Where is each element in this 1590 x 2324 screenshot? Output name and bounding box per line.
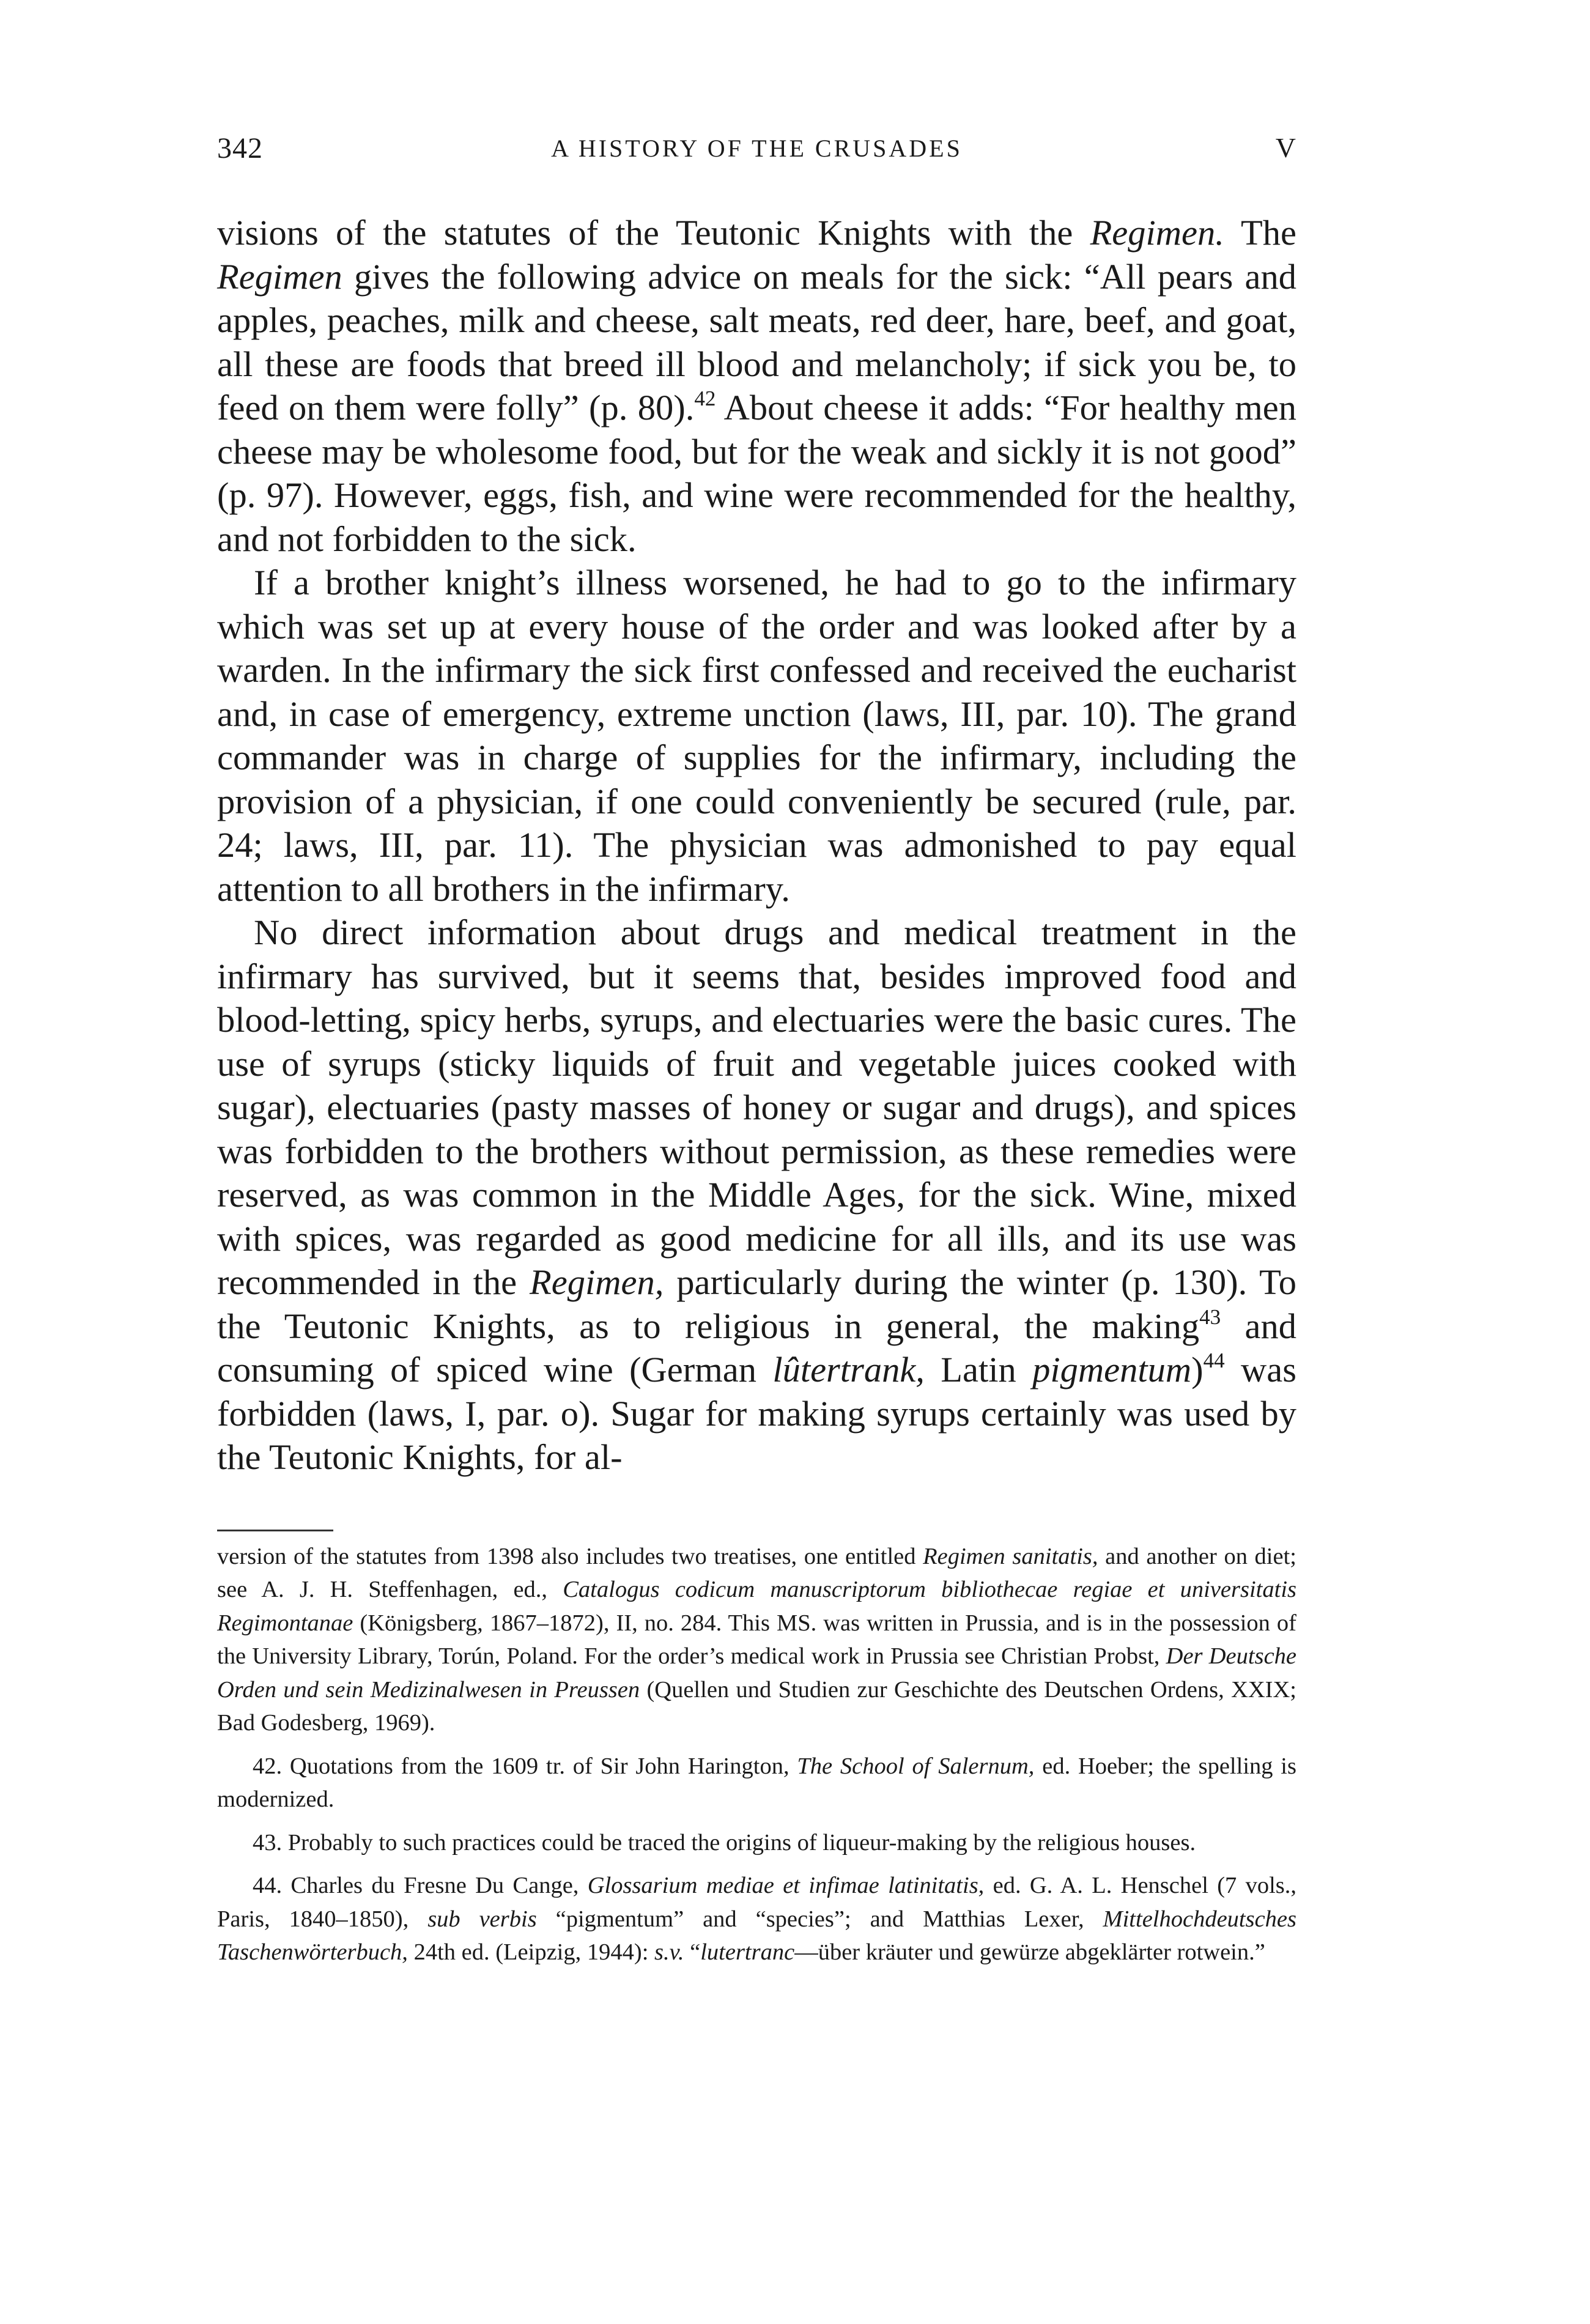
text-run: (Königsberg, 1867–1872), II, no. 284. This MS. was written in Prussia, and is in the possession of the University Library, Torún, Poland. For the order’s medical work in Prussia see Christian Probst, (217, 1610, 1296, 1669)
text-run: No direct information about drugs and medical treatment in the infirmary has survived, but it seems that, besides improved food and blood-letting, spicy herbs, syrups, and electuaries were the basic cures. The use of syrups (sticky liquids of fruit and vegetable juices cooked with sugar), electuaries (pasty masses of honey or sugar and drugs), and spices was forbidden to the brothers without permission, as these remedies were reserved, as was common in the Middle Ages, for the sick. Wine, mixed with spices, was regarded as good medicine for all ills, and its use was recommended in the (217, 912, 1296, 1302)
body-paragraph-1 (217, 211, 1296, 561)
text-run: and consuming of spiced wine (German (217, 1306, 1296, 1390)
text-run: ed. Hoeber; the spelling is modernized. (217, 1753, 1296, 1812)
text-run: particularly during the winter (p. 130). To the Teutonic Knights, as to religious in general, the making (217, 1262, 1297, 1346)
italic-text: Glossarium mediae et infimae latinitatis, (587, 1873, 985, 1898)
italic-text: Regimen (217, 256, 342, 297)
text-run: The (1224, 213, 1296, 253)
italic-text: Regimen. (1090, 213, 1224, 253)
page-number: 342 (217, 132, 263, 165)
text-run: 44. Charles du Fresne Du Cange, (253, 1873, 588, 1898)
body-paragraph-2 (217, 561, 1296, 911)
text-run: 42. Quotations from the 1609 tr. of Sir John Harington, (253, 1753, 797, 1779)
volume-number: V (1275, 132, 1296, 163)
text-run: and another on diet; see A. J. H. Steffenhagen, ed., (217, 1543, 1296, 1602)
italic-text: Catalogus codicum manuscriptorum bibliothecae regiae et universitatis Regimontanae (217, 1577, 1297, 1636)
text-run: About cheese it adds: “For healthy men cheese may be wholesome food, but for the weak and sickly it is not good” (p. 97). However, eggs, fish, and wine were recommended for the healthy, and not forbidden to the sick. (217, 388, 1296, 559)
italic-text: pigmentum (1032, 1350, 1192, 1390)
text-run: —über kräuter und gewürze abgeklärter rotwein.” (794, 1939, 1265, 1965)
text-run: version of the statutes from 1398 also includes two treatises, one entitled (217, 1543, 923, 1569)
book-page (217, 131, 1296, 1979)
footnote-divider (217, 1530, 333, 1531)
running-title: A HISTORY OF THE CRUSADES (551, 135, 963, 162)
text-run: ) (1191, 1350, 1204, 1390)
body-paragraph-3 (217, 911, 1296, 1479)
italic-text: lutertranc (700, 1939, 795, 1965)
text-run: gives the following advice on meals for the sick: “All pears and apples, peaches, milk and cheese, salt meats, red deer, hare, beef, and goat, all these are foods that breed ill blood and melancholy; if sick you be, to feed on them were folly” (p. 80). (217, 256, 1296, 427)
text-run: was forbidden (laws, I, par. o). Sugar for making syrups certainly was used by the Teutonic Knights, for al- (217, 1350, 1296, 1477)
text-run: 43. Probably to such practices could be traced the origins of liqueur-making by the religious houses. (253, 1829, 1196, 1856)
italic-text: Mittelhochdeutsches Taschenwörterbuch, (217, 1906, 1296, 1965)
text-run: If a brother knight’s illness worsened, he had to go to the infirmary which was set up at every house of the order and was looked after by a warden. In the infirmary the sick first confessed and received the eucharist and, in case of emergency, extreme unction (laws, III, par. 10). The grand commander was in charge of supplies for the infirmary, including the provision of a physician, if one could conveniently be secured (rule, par. 24; laws, III, par. 11). The physician was admonished to pay equal attention to all brothers in the infirmary. (217, 563, 1296, 909)
text-run: 24th ed. (Leipzig, 1944): (407, 1939, 655, 1965)
italic-text: Der Deutsche Orden und sein Medizinalwesen in Preussen (217, 1643, 1296, 1703)
text-run: “pigmentum” and “species”; and Matthias Lexer, (536, 1906, 1103, 1932)
text-run: visions of the statutes of the Teutonic Knights with the (217, 213, 1090, 253)
footnote-ref: 43 (1199, 1304, 1221, 1329)
text-run: Latin (924, 1350, 1033, 1390)
footnote-ref: 42 (694, 387, 716, 411)
footnote-continuation (217, 1540, 1296, 1740)
italic-text: The School of Salernum, (797, 1753, 1035, 1779)
body-text (217, 211, 1296, 1479)
italic-text: lûtertrank, (772, 1350, 925, 1390)
running-header (217, 131, 1296, 174)
footnote-ref: 44 (1203, 1349, 1225, 1373)
italic-text: Regimen sanitatis, (923, 1543, 1098, 1569)
italic-text: s.v. (654, 1939, 684, 1965)
italic-text: sub verbis (427, 1906, 537, 1932)
footnote-42 (217, 1750, 1296, 1816)
footnotes (217, 1540, 1296, 1969)
text-run: (Quellen und Studien zur Geschichte des Deutschen Ordens, XXIX; Bad Godesberg, 1969). (217, 1676, 1296, 1736)
footnote-43 (217, 1826, 1296, 1860)
italic-text: Regimen, (530, 1262, 664, 1302)
footnote-44 (217, 1869, 1296, 1969)
text-run: ed. G. A. L. Henschel (7 vols., Paris, 1840–1850), (217, 1873, 1297, 1932)
text-run: “ (684, 1939, 701, 1965)
